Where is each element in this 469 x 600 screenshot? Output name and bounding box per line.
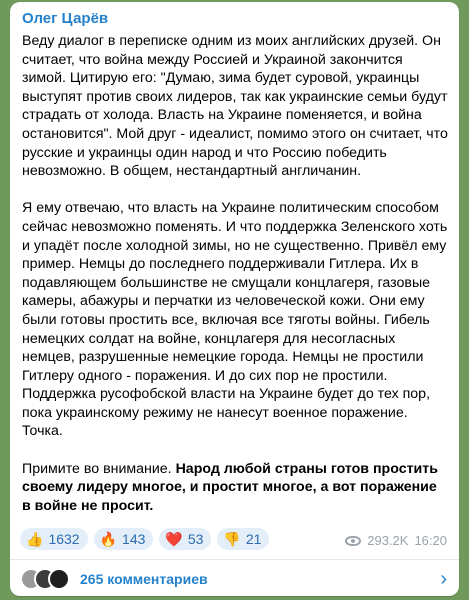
final-bold-text: Народ любой страны готов простить своему лидеру многое, и простит многое, а вот поражение в войне не просит. bbox=[22, 460, 438, 514]
eye-icon bbox=[345, 536, 361, 546]
reaction-fire[interactable] bbox=[94, 528, 154, 550]
reaction-thumbs-up[interactable] bbox=[20, 528, 88, 550]
thumbs-down-icon: 👎 bbox=[223, 531, 241, 547]
view-count: 293.2K bbox=[367, 533, 409, 548]
reaction-count: 53 bbox=[187, 531, 204, 547]
channel-author-name[interactable]: Олег Царёв bbox=[22, 10, 109, 27]
thumbs-up-icon: 👍 bbox=[26, 531, 44, 547]
message-paragraph-1: Веду диалог в переписке одним из моих английских друзей. Он считает, что война между Россией и Украиной закончится зимой. Цитирую его: "Думаю, зима будет суровой, украинцы выступят против своих лидеров, так как украинские семьи будут страдать от холода. Власть на Украине поменяется, и война остановится". Мой друг - идеалист, помимо этого он считает, что русские и украинцы один народ и что Россию победить невозможно. В общем, нестандартный англичанин. bbox=[22, 33, 448, 180]
divider bbox=[10, 559, 459, 560]
reaction-count: 21 bbox=[245, 531, 262, 547]
message-bubble bbox=[10, 2, 459, 596]
reaction-heart[interactable] bbox=[159, 528, 211, 550]
comments-button[interactable] bbox=[20, 565, 447, 593]
reaction-thumbs-down[interactable] bbox=[217, 528, 269, 550]
reactions-bar bbox=[20, 528, 269, 550]
chevron-right-icon: › bbox=[440, 568, 447, 590]
final-intro-text: Примите во внимание. bbox=[22, 460, 176, 477]
message-time: 16:20 bbox=[414, 533, 447, 548]
message-paragraph-2: Я ему отвечаю, что власть на Украине политическим способом сейчас невозможно поменять. И что поддержка Зеленского хоть и упадёт после холодной зимы, но не существенно. Привёл ему пример. Немцы до последнего поддерживали Гитлера. Их в подавляющем большинстве не смущали концлагеря, газовые камеры, абажуры и перчатки из человеческой кожи. Они ему были готовы простить все, включая все тяготы войны. Гибель немецких солдат на войне, концлагеря для несогласных немцев, разрушенные немецкие города. Немцы не простили Гитлеру одного - поражения. И до сих пор не простили. Поддержка русофобской власти на Украине будет до тех пор, пока украинскому режиму не нанесут военное поражение. Точка. bbox=[22, 200, 448, 440]
commenter-avatars bbox=[20, 568, 62, 590]
heart-icon: ❤️ bbox=[165, 531, 183, 547]
reaction-count: 143 bbox=[122, 531, 146, 547]
avatar bbox=[48, 568, 70, 590]
comments-label: 265 комментариев bbox=[80, 571, 208, 587]
message-meta bbox=[345, 533, 447, 548]
message-text bbox=[22, 32, 448, 515]
fire-icon: 🔥 bbox=[99, 531, 118, 547]
reaction-count: 1632 bbox=[48, 531, 80, 547]
message-paragraph-3 bbox=[22, 460, 448, 516]
